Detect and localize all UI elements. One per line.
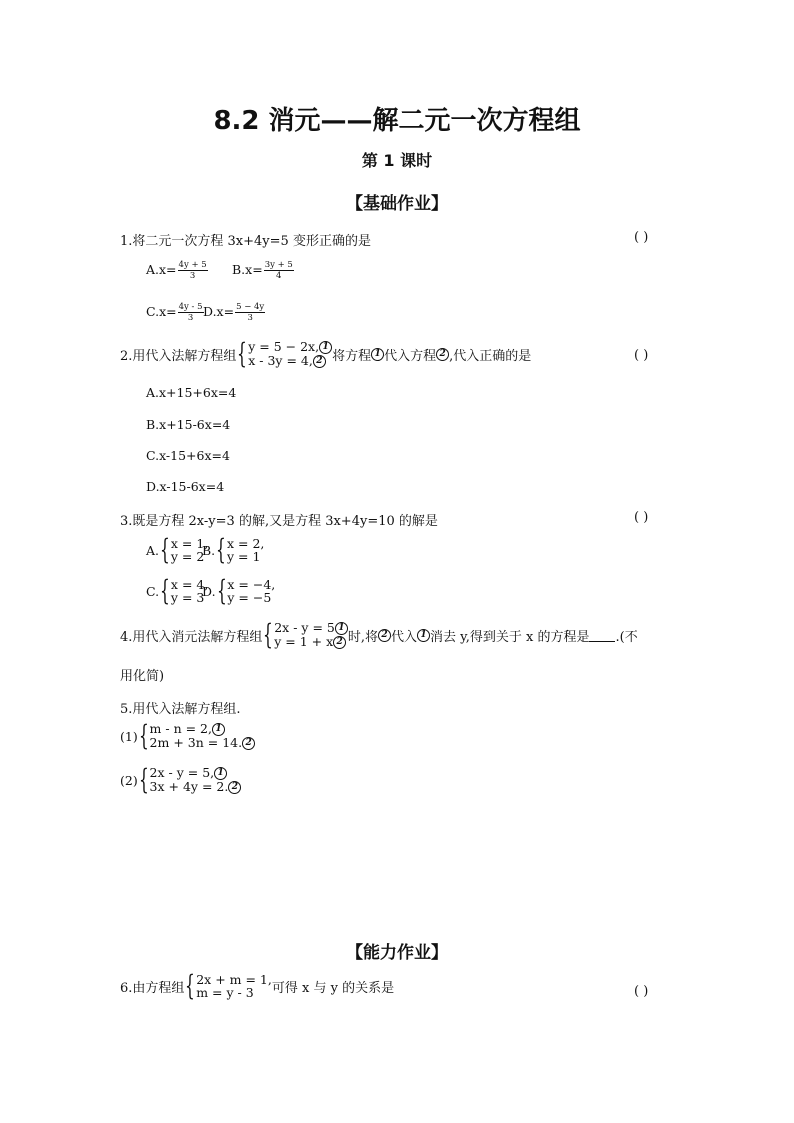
q1-option-a-label: A.x= [146,262,177,277]
section-basic-heading: 【基础作业】 [346,194,448,214]
answer-paren-1: ( ) [634,230,649,245]
question-5-stem: 5.用代入法解方程组. [120,702,241,717]
q1-option-d[interactable] [203,302,266,323]
circled-2-icon: 2 [436,348,449,361]
q2-option-d[interactable]: D.x-15-6x=4 [146,479,225,494]
q2-option-a[interactable]: A.x+15+6x=4 [146,385,237,400]
q3-option-b[interactable]: B. { x = 2, y = 1 [202,533,265,566]
q1-option-d-label: D.x= [203,304,235,319]
lesson-subtitle: 第 1 课时 [361,151,433,170]
q2-option-b[interactable]: B.x+15-6x=4 [146,417,231,432]
q1-option-b[interactable] [232,260,295,281]
question-2-stem: 2.用代入法解方程组 { y = 5 − 2x, 1 x - 3y = 4, 2 将方程 1 代入方程 2 ,代入正确的是 [120,337,532,370]
q3-option-d[interactable]: D. { x = −4, y = −5 [202,574,276,607]
circled-2-icon: 2 [333,636,346,649]
question-1-stem: 1.将二元一次方程 3x+4y=5 变形正确的是 [120,234,371,249]
circled-1-icon: 1 [319,341,332,354]
question-6-stem: 6.由方程组 { 2x + m = 1, m = y - 3 可得 x 与 y 的关系是 [120,969,395,1002]
q1-option-b-label: B.x= [232,262,263,277]
q2-option-c[interactable]: C.x-15+6x=4 [146,448,230,463]
circled-2-icon: 2 [313,355,326,368]
question-3-stem: 3.既是方程 2x-y=3 的解,又是方程 3x+4y=10 的解是 [120,514,438,529]
circled-1-icon: 1 [214,767,227,780]
circled-2-icon: 2 [242,737,255,750]
q2-equation-system: { y = 5 − 2x, 1 x - 3y = 4, 2 [236,340,332,368]
q1-option-d-fraction: $\frac{5 - 4y}{3}$ [236,302,265,323]
circled-1-icon: 1 [371,348,384,361]
answer-paren-3: ( ) [634,510,649,525]
question-4-stem: 4.用代入消元法解方程组 { 2x - y = 5 1 y = 1 + x 2 时,将 2 代入 1 消去 y,得到关于 x 的方程是 .(不 [120,618,638,651]
q1-option-c[interactable] [146,302,205,323]
q6-equation-system: { 2x + m = 1, m = y - 3 [185,969,272,1002]
circled-2-icon: 2 [228,781,241,794]
answer-blank[interactable] [589,629,615,642]
q1-option-c-fraction: $\frac{4y - 5}{3}$ [178,302,203,323]
answer-paren-6: ( ) [634,984,649,999]
q4-equation-system: { 2x - y = 5 1 y = 1 + x 2 [262,621,347,649]
page-title: 8.2 消元——解二元一次方程组 [213,106,581,136]
question-4-continuation: 用化简) [120,669,165,684]
circled-2-icon: 2 [378,629,391,642]
q3-option-a[interactable]: A. { x = 1, y = 2 [146,533,209,566]
q1-option-b-fraction: $\frac{3y + 5}{4}$ [264,260,293,281]
q1-option-a[interactable] [146,260,209,281]
q1-option-c-label: C.x= [146,304,177,319]
q5-part-1: (1) { m - n = 2, 1 2m + 3n = 14. 2 [120,722,255,750]
section-ability-heading: 【能力作业】 [346,943,448,963]
q5-part-2: (2) { 2x - y = 5, 1 3x + 4y = 2. 2 [120,766,241,794]
circled-1-icon: 1 [212,723,225,736]
answer-paren-2: ( ) [634,348,649,363]
q3-option-c[interactable]: C. { x = 4, y = 3 [146,574,209,607]
circled-1-icon: 1 [417,629,430,642]
q1-option-a-fraction: $\frac{4y + 5}{3}$ [178,260,207,281]
circled-1-icon: 1 [335,622,348,635]
